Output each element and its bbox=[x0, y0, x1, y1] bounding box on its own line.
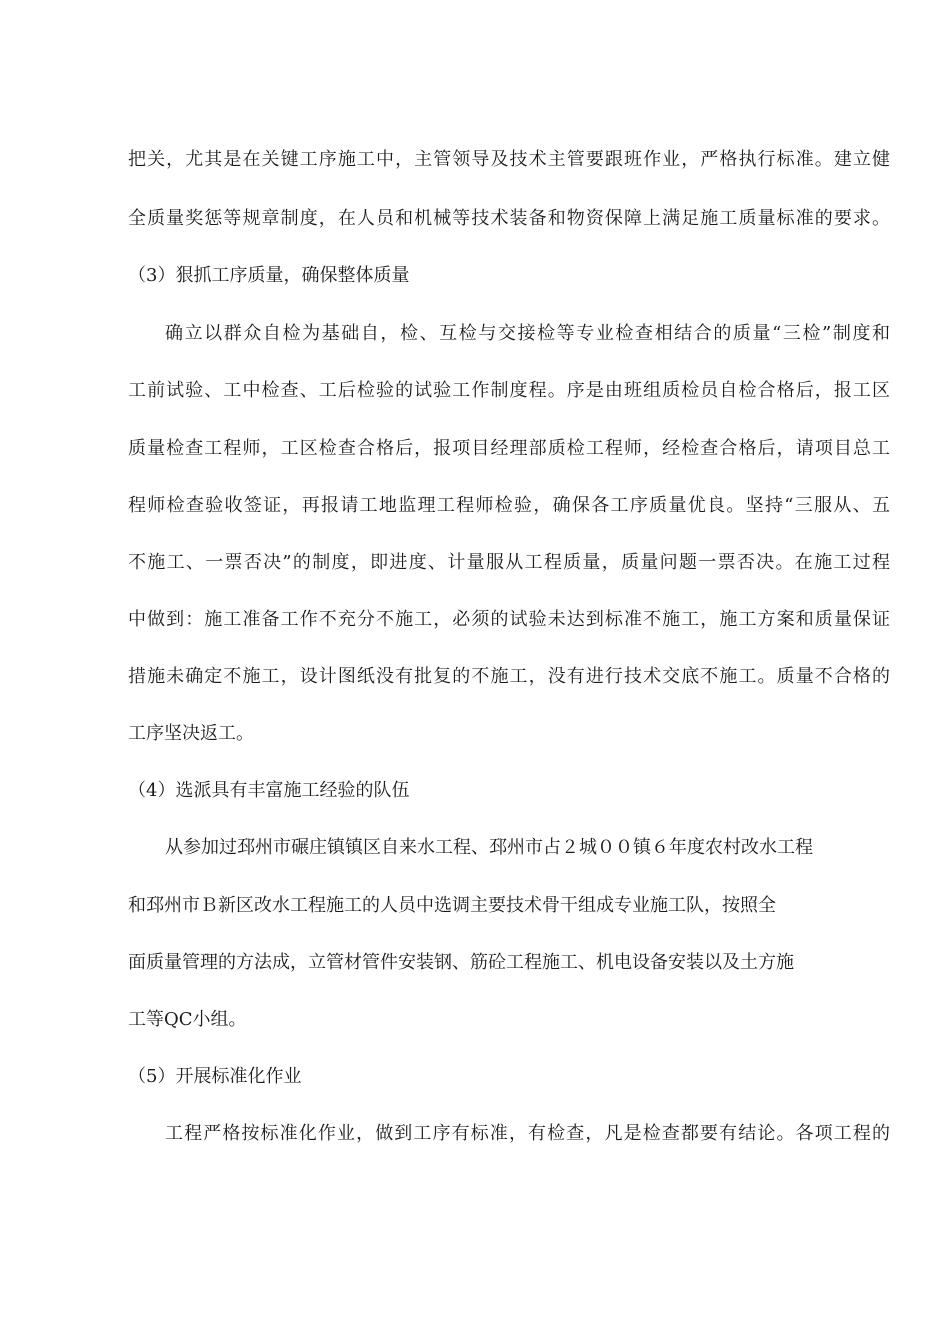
paragraph-line: 措施未确定不施工，设计图纸没有批复的不施工，没有进行技术交底不施工。质量不合格的 bbox=[128, 666, 890, 687]
paragraph-line: 不施工、一票否决”的制度，即进度、计量服从工程质量，质量问题一票否决。在施工过程 bbox=[128, 552, 890, 573]
paragraph-line: 从参加过邳州市碾庄镇镇区自来水工程、邳州市占２城００镇６年度农村改水工程 bbox=[165, 837, 813, 858]
paragraph-line: 程师检查验收签证，再报请工地监理工程师检验，确保各工序质量优良。坚持“三服从、五 bbox=[128, 495, 890, 516]
paragraph-line: 工前试验、工中检查、工后检验的试验工作制度程。序是由班组质检员自检合格后，报工区 bbox=[128, 380, 890, 401]
paragraph-line: 工序坚决返工。 bbox=[128, 723, 254, 744]
paragraph-line: 工程严格按标准化作业，做到工序有标准，有检查，凡是检查都要有结论。各项工程的 bbox=[165, 1123, 890, 1144]
paragraph-line: 质量检查工程师，工区检查合格后，报项目经理部质检工程师，经检查合格后，请项目总工 bbox=[128, 438, 890, 459]
paragraph-line: 和邳州市Ｂ新区改水工程施工的人员中选调主要技术骨干组成专业施工队，按照全 bbox=[128, 895, 776, 916]
section-heading-4: （4）选派具有丰富施工经验的队伍 bbox=[128, 780, 410, 801]
paragraph-line: 中做到：施工准备工作不充分不施工，必须的试验未达到标准不施工，施工方案和质量保证 bbox=[128, 609, 890, 630]
paragraph-line: 把关，尤其是在关键工序施工中，主管领导及技术主管要跟班作业，严格执行标准。建立健 bbox=[128, 149, 890, 170]
paragraph-line: 面质量管理的方法成，立管材管件安装钢、筋砼工程施工、机电设备安装以及土方施 bbox=[128, 952, 794, 973]
paragraph-line: 全质量奖惩等规章制度，在人员和机械等技术装备和物资保障上满足施工质量标准的要求。 bbox=[128, 208, 890, 229]
paragraph-line: 确立以群众自检为基础自，检、互检与交接检等专业检查相结合的质量“三检”制度和 bbox=[165, 323, 890, 344]
section-heading-5: （5）开展标准化作业 bbox=[128, 1066, 302, 1087]
section-heading-3: （3）狠抓工序质量，确保整体质量 bbox=[128, 265, 410, 286]
paragraph-line: 工等QC小组。 bbox=[128, 1009, 247, 1030]
